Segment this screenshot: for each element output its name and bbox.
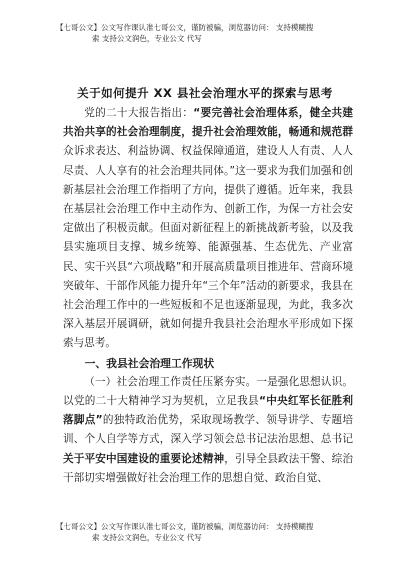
paragraph-1 [63, 104, 353, 354]
footer-line-1: 【七哥公文】公文写作课认准七哥公文，谨防被骗，浏览器访问： 支持模糊搜 [56, 522, 314, 531]
paragraph-2 [63, 373, 353, 488]
paragraph-1-rest: 众诉求表达、利益协调、权益保障通道，建设人人有责、人人尽责、人人享有的社会治理共同体。”这一要求为我们加强和创新基层社会治理工作指明了方向，提供了遵循。近年来，我县在基层社会治理工作中主动作为、创新工作，为保一方社会安定做出了积极贡献。但面对新征程上的新挑战新考验，以及我县实施项目支撑、城乡统筹、能源强基、生态优先、产业富民、实干兴县“六项战略”和开展高质量项目推进年、营商环境突破年、干部作风能力提升年“三个年”活动的新要求，我县在社会治理工作中的一些短板和不足也逐渐显现，为此，我多次深入基层开展调研，就如何提升我县社会治理水平形成如下探索与思考。 [63, 145, 353, 350]
paragraph-2-emphasis-2: 关于平安中国建设的重要论述精神 [63, 452, 225, 465]
banner-line-2: 索 支持公文润色，专业公文 代写 [92, 34, 202, 43]
banner-line-1: 【七哥公文】公文写作课认准七哥公文，谨防被骗，浏览器访问： 支持模糊搜 [56, 23, 314, 32]
footer-line-2: 索 支持公文润色，专业公文 代写 [92, 533, 202, 542]
paragraph-2-lead: （一）社会治理工作责任压紧夯实。一是强化思想认识。以党的二十大精神学习为契机，立足我县 [63, 375, 353, 408]
paragraph-2-emphasis-1: “中央红军长征胜利落脚点” [63, 395, 354, 427]
header-banner [56, 22, 356, 44]
document-body [63, 104, 353, 488]
paragraph-2-rest: ，引导全县政法干警、综治干部切实增强做好社会治理工作的思想自觉、政治自觉、 [63, 452, 354, 484]
paragraph-2-middle: 的独特政治优势，采取现场教学、领导讲学、专题培训、个人自学等方式，深入学习领会总书记法治思想、总书记 [63, 414, 353, 446]
paragraph-1-quote: “要完善社会治理体系，健全共建共治共享的社会治理制度，提升社会治理效能，畅通和规范群 [63, 107, 354, 139]
document-title: 关于如何提升 XX 县社会治理水平的探索与思考 [77, 86, 333, 100]
footer-banner [56, 521, 356, 543]
section-heading-1: 一、我县社会治理工作现状 [84, 356, 215, 370]
paragraph-1-lead: 党的二十大报告指出： [84, 107, 194, 119]
